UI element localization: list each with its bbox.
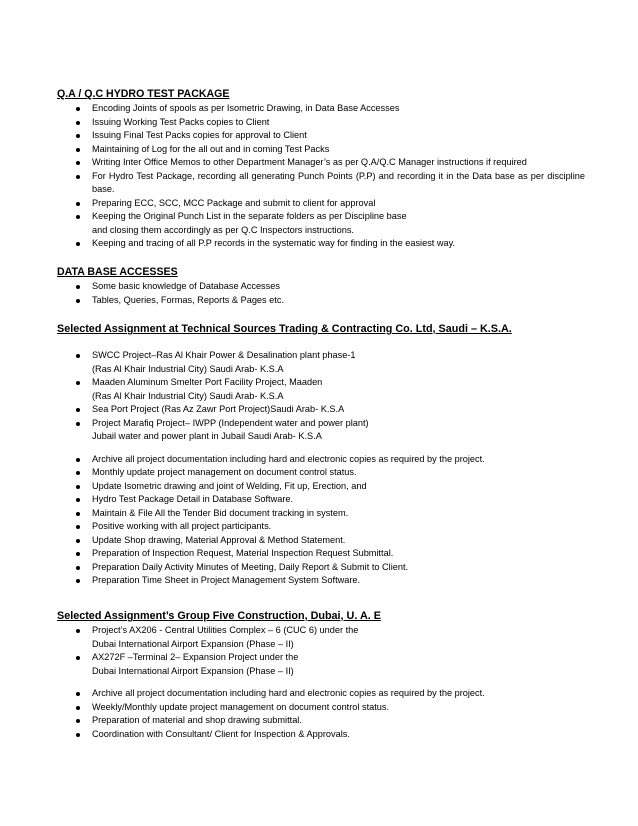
list-item: Some basic knowledge of Database Accesses: [57, 280, 587, 294]
list-item: For Hydro Test Package, recording all generating Punch Points (P.P) and recording it in the Data base as per discipline base.: [57, 170, 587, 197]
database-heading: DATA BASE ACCESSES: [57, 266, 178, 278]
spacer: [57, 678, 587, 687]
technical-sources-section: [57, 323, 587, 588]
list-item: SWCC Project–Ras Al Khair Power & Desalination plant phase-1 (Ras Al Khair Industrial City) Saudi Arab- K.S.A: [57, 349, 587, 376]
list-item: Preparation Time Sheet in Project Management System Software.: [57, 574, 587, 588]
list-item: Coordination with Consultant/ Client for Inspection & Approvals.: [57, 728, 587, 742]
list-item: Preparation of Inspection Request, Material Inspection Request Submittal.: [57, 547, 587, 561]
list-item: AX272F –Terminal 2– Expansion Project under the Dubai International Airport Expansion (Phase – II): [57, 651, 587, 678]
list-item: Maintaining of Log for the all out and in coming Test Packs: [57, 143, 587, 157]
list-item: Keeping and tracing of all P.P records in the systematic way for finding in the easiest way.: [57, 237, 587, 251]
list-item: Preparation of material and shop drawing submittal.: [57, 714, 587, 728]
group-five-projects: [57, 624, 587, 678]
database-list: [57, 280, 587, 307]
qa-qc-list: [57, 102, 587, 251]
list-item: Issuing Final Test Packs copies for approval to Client: [57, 129, 587, 143]
technical-sources-duties: [57, 453, 587, 588]
database-section: [57, 266, 587, 307]
spacer: [57, 444, 587, 453]
list-item: Maintain & File All the Tender Bid document tracking in system.: [57, 507, 587, 521]
list-item: Writing Inter Office Memos to other Department Manager’s as per Q.A/Q.C Manager instructions if required: [57, 156, 587, 170]
list-item: Weekly/Monthly update project management on document control status.: [57, 701, 587, 715]
list-item: Encoding Joints of spools as per Isometric Drawing, in Data Base Accesses: [57, 102, 587, 116]
list-item: Sea Port Project (Ras Az Zawr Port Project)Saudi Arab- K.S.A: [57, 403, 587, 417]
list-item: Monthly update project management on document control status.: [57, 466, 587, 480]
list-item: Positive working with all project participants.: [57, 520, 587, 534]
technical-sources-projects: [57, 349, 587, 444]
group-five-section: [57, 610, 587, 741]
list-item: Maaden Aluminum Smelter Port Facility Project, Maaden (Ras Al Khair Industrial City) Saudi Arab- K.S.A: [57, 376, 587, 403]
list-item: Keeping the Original Punch List in the separate folders as per Discipline base and closing them accordingly as per Q.C Inspectors instructions.: [57, 210, 587, 237]
group-five-heading: Selected Assignment’s Group Five Construction, Dubai, U. A. E: [57, 610, 381, 622]
technical-sources-heading: Selected Assignment at Technical Sources Trading & Contracting Co. Ltd, Saudi – K.S.A.: [57, 323, 512, 335]
qa-qc-heading: Q.A / Q.C HYDRO TEST PACKAGE: [57, 88, 230, 100]
list-item: Update Shop drawing, Material Approval & Method Statement.: [57, 534, 587, 548]
list-item: Archive all project documentation including hard and electronic copies as required by the project.: [57, 453, 587, 467]
qa-qc-section: [57, 88, 587, 251]
list-item: Tables, Queries, Formas, Reports & Pages etc.: [57, 294, 587, 308]
list-item: Preparation Daily Activity Minutes of Meeting, Daily Report & Submit to Client.: [57, 561, 587, 575]
list-item: Hydro Test Package Detail in Database Software.: [57, 493, 587, 507]
group-five-duties: [57, 687, 587, 741]
list-item: Issuing Working Test Packs copies to Client: [57, 116, 587, 130]
list-item: Update Isometric drawing and joint of Welding, Fit up, Erection, and: [57, 480, 587, 494]
list-item: Preparing ECC, SCC, MCC Package and submit to client for approval: [57, 197, 587, 211]
list-item: Project Marafiq Project– IWPP (Independent water and power plant) Jubail water and power plant in Jubail Saudi Arab- K.S.A: [57, 417, 587, 444]
list-item: Project’s AX206 - Central Utilities Complex – 6 (CUC 6) under the Dubai International Airport Expansion (Phase – II): [57, 624, 587, 651]
list-item: Archive all project documentation including hard and electronic copies as required by the project.: [57, 687, 587, 701]
